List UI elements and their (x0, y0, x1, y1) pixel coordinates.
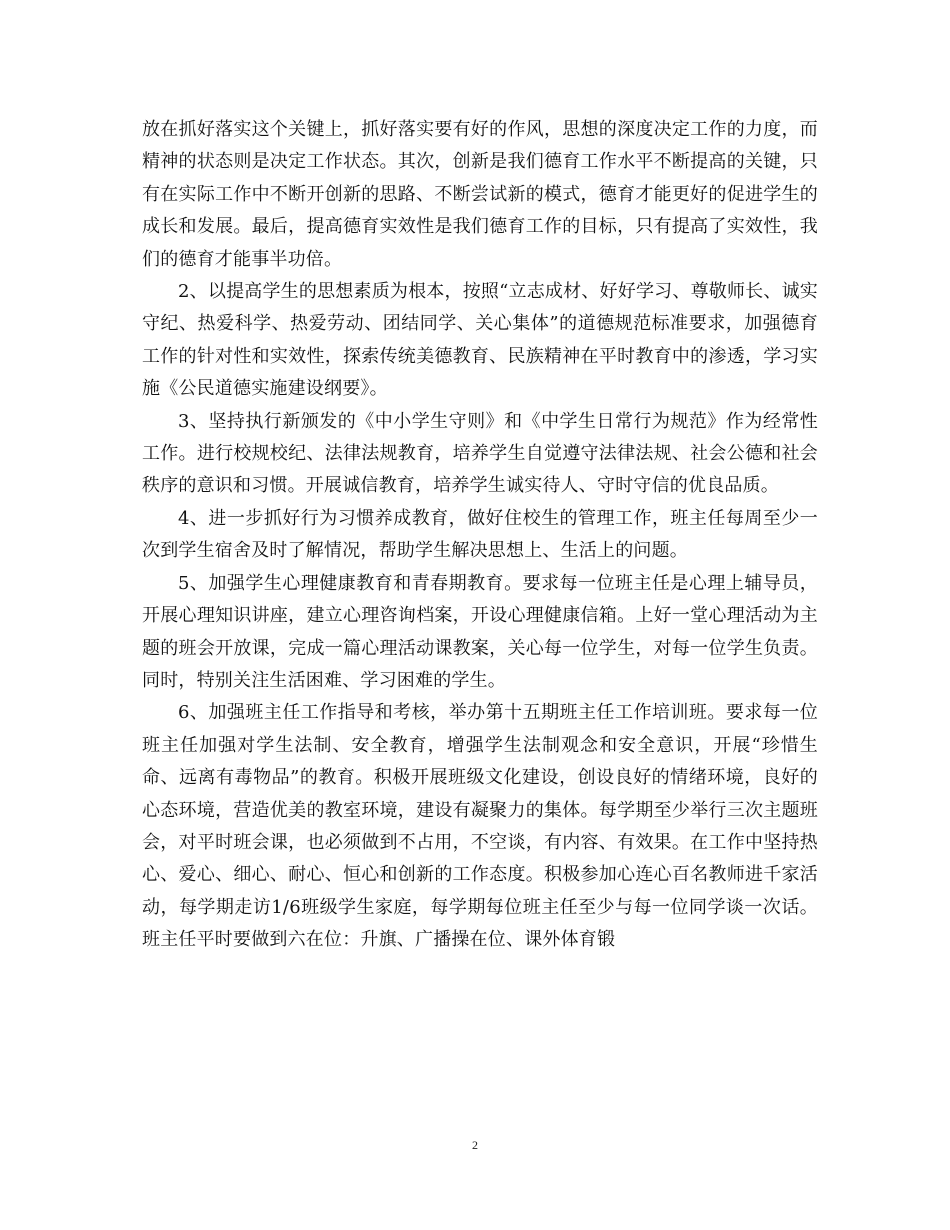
page-number: 2 (472, 1138, 478, 1152)
document-body (142, 114, 818, 957)
paragraph-item-2: 2、以提高学生的思想素质为根本，按照“立志成材、好好学习、尊敬师长、诚实守纪、热爱科学、热爱劳动、团结同学、关心集体”的道德规范标准要求，加强德育工作的针对性和实效性，探索传统美德教育、民族精神在平时教育中的渗透，学习实施《公民道德实施建设纲要》。 (142, 281, 818, 400)
paragraph-item-5: 5、加强学生心理健康教育和青春期教育。要求每一位班主任是心理上辅导员，开展心理知识讲座，建立心理咨询档案，开设心理健康信箱。上好一堂心理活动为主题的班会开放课，完成一篇心理活动课教案，关心每一位学生，对每一位学生负责。同时，特别关注生活困难、学习困难的学生。 (142, 572, 818, 691)
paragraph-item-3: 3、坚持执行新颁发的《中小学生守则》和《中学生日常行为规范》作为经常性工作。进行校规校纪、法律法规教育，培养学生自觉遵守法律法规、社会公德和社会秩序的意识和习惯。开展诚信教育，培养学生诚实待人、守时守信的优良品质。 (142, 410, 818, 497)
paragraph-item-6: 6、加强班主任工作指导和考核，举办第十五期班主任工作培训班。要求每一位班主任加强对学生法制、安全教育，增强学生法制观念和安全意识，开展“珍惜生命、远离有毒物品”的教育。积极开展班级文化建设，创设良好的情绪环境，良好的心态环境，营造优美的教室环境，建设有凝聚力的集体。每学期至少举行三次主题班会，对平时班会课，也必须做到不占用，不空谈，有内容、有效果。在工作中坚持热心、爱心、细心、耐心、恒心和创新的工作态度。积极参加心连心百名教师进千家活动，每学期走访1/6班级学生家庭，每学期每位班主任至少与每一位同学谈一次话。班主任平时要做到六在位：升旗、广播操在位、课外体育锻 (142, 702, 818, 951)
paragraph-continuation: 放在抓好落实这个关键上，抓好落实要有好的作风，思想的深度决定工作的力度，而精神的状态则是决定工作状态。其次，创新是我们德育工作水平不断提高的关键，只有在实际工作中不断开创新的思路、不断尝试新的模式，德育才能更好的促进学生的成长和发展。最后，提高德育实效性是我们德育工作的目标，只有提高了实效性，我们的德育才能事半功倍。 (142, 119, 818, 270)
paragraph-item-4: 4、进一步抓好行为习惯养成教育，做好住校生的管理工作，班主任每周至少一次到学生宿舍及时了解情况，帮助学生解决思想上、生活上的问题。 (142, 507, 818, 562)
